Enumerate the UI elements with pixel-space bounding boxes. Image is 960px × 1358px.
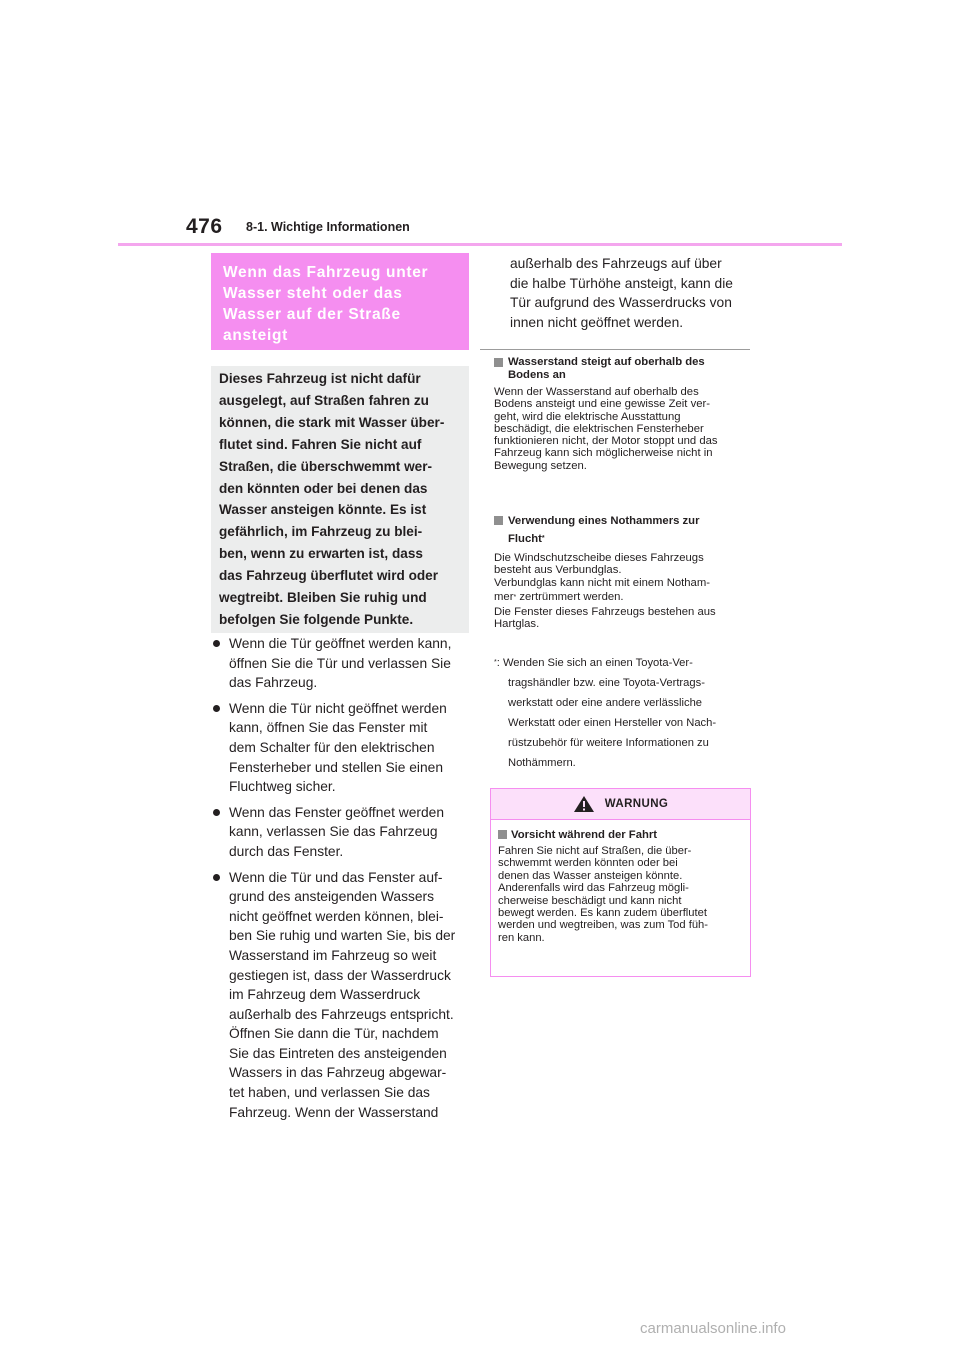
list-item [211, 699, 473, 797]
body-word: zertrümmert werden. [516, 590, 624, 603]
warning-title-text: Vorsicht während der Fahrt [511, 829, 658, 841]
body-line: Die Windschutzscheibe dieses Fahrzeugs [494, 552, 704, 564]
bullet-list [211, 634, 473, 1128]
bullet-line: im Fahrzeug dem Wasserdruck [229, 987, 421, 1003]
list-item [211, 868, 473, 1123]
intro-line: Wasser ansteigen könnte. Es ist [219, 502, 427, 518]
body-line: Verbundglas kann nicht mit einem Notham- [494, 576, 711, 589]
bullet-line: Fensterheber und stellen Sie einen [229, 759, 443, 775]
bullet-icon [213, 640, 220, 647]
warning-line: denen das Wasser ansteigen könnte. [498, 869, 683, 882]
footnote-line: rüstzubehör für weitere Informationen zu [508, 737, 709, 749]
bullet-line: ben Sie ruhig und warten Sie, bis der [229, 928, 456, 944]
water-level-section [494, 356, 754, 472]
intro-line: befolgen Sie folgende Punkte. [219, 611, 414, 627]
header-divider [118, 243, 842, 246]
bullet-line: Fluchtweg sicher. [229, 779, 336, 795]
intro-box [211, 366, 469, 633]
footnote-line: werkstatt oder eine andere verlässliche [508, 697, 703, 709]
bullet-line: öffnen Sie die Tür und verlassen Sie [229, 655, 451, 671]
emergency-hammer-section [494, 512, 754, 630]
bullet-icon [213, 874, 220, 881]
warning-line: Fahren Sie nicht auf Straßen, die über- [498, 845, 692, 857]
bullet-line: das Fahrzeug. [229, 675, 318, 691]
warning-line: bewegt werden. Es kann zudem überflutet [498, 907, 707, 920]
page-number: 476 [186, 215, 223, 238]
chapter-title: 8-1. Wichtige Informationen [246, 220, 410, 234]
warning-icon [573, 795, 595, 813]
square-bullet-icon [494, 358, 503, 367]
heading-line [508, 530, 754, 548]
bullet-line: kann, verlassen Sie das Fahrzeug [229, 824, 438, 840]
subsection-heading [494, 512, 754, 548]
intro-line: Straßen, die überschwemmt wer- [219, 458, 433, 474]
warning-text [498, 845, 746, 944]
continued-line: außerhalb des Fahrzeugs auf über [510, 256, 722, 271]
continued-line: die halbe Türhöhe ansteigt, kann die [510, 275, 733, 291]
footnote-line: tragshändler bzw. eine Toyota-Vertrags- [508, 677, 705, 689]
bullet-icon [213, 809, 220, 816]
bullet-line: Sie das Eintreten des ansteigenden [229, 1045, 447, 1061]
intro-line: wegtreibt. Bleiben Sie ruhig und [219, 590, 427, 606]
section-title-line: Wasser auf der Straße [223, 306, 401, 323]
section-title-line: Wasser steht oder das [223, 285, 403, 302]
warning-line: cherweise beschädigt und kann nicht [498, 894, 682, 907]
bullet-line: nicht geöffnet werden können, blei- [229, 908, 444, 924]
footnote-marker: * [541, 535, 545, 542]
continued-line: Tür aufgrund des Wasserdrucks von [510, 295, 732, 311]
footnote-text: : Wenden Sie sich an einen Toyota-Ver- [496, 657, 693, 669]
bullet-line: Wenn die Tür nicht geöffnet werden [229, 700, 447, 716]
warning-line: schwemmt werden könnten oder bei [498, 857, 678, 870]
bullet-line: tet haben, und verlassen Sie das [229, 1085, 430, 1101]
warning-header [491, 789, 750, 820]
continued-text [510, 254, 755, 332]
continued-line: innen nicht geöffnet werden. [510, 314, 684, 330]
intro-line: ausgelegt, auf Straßen fahren zu [219, 392, 429, 408]
bullet-line: Öffnen Sie dann die Tür, nachdem [229, 1026, 439, 1042]
body-line: Wenn der Wasserstand auf oberhalb des [494, 386, 699, 398]
bullet-line: kann, öffnen Sie das Fenster mit [229, 720, 428, 736]
warning-title [498, 828, 746, 842]
footnote-line: Nothämmern. [508, 757, 576, 769]
bullet-line: Wasserstand im Fahrzeug so weit [229, 947, 437, 963]
intro-line: den könnten oder bei denen das [219, 480, 428, 496]
bullet-line: Fahrzeug. Wenn der Wasserstand [229, 1104, 439, 1120]
body-line: beschädigt, die elektrischen Fensterheber [494, 422, 704, 435]
heading-line: Wasserstand steigt auf oberhalb des [508, 356, 705, 368]
intro-line: können, die stark mit Wasser über- [219, 414, 445, 430]
bullet-line: Wenn das Fenster geöffnet werden [229, 804, 445, 820]
warning-box [490, 788, 751, 977]
watermark: carmanualsonline.info [640, 1320, 786, 1337]
list-item [211, 634, 473, 693]
warning-label: WARNUNG [604, 798, 669, 810]
heading-line: Verwendung eines Nothammers zur [508, 515, 700, 527]
body-line: Fahrzeug kann sich möglicherweise nicht in [494, 447, 713, 460]
body-word: mer [494, 590, 514, 603]
body-line: funktionieren nicht, der Motor stoppt und das [494, 435, 718, 448]
body-line: Bewegung setzen. [494, 459, 587, 472]
bullet-line: Wenn die Tür geöffnet werden kann, [229, 636, 452, 651]
bullet-line: grund des ansteigenden Wassers [229, 889, 435, 905]
body-line: besteht aus Verbundglas. [494, 564, 622, 577]
warning-line: werden und wegtreiben, was zum Tod füh- [498, 919, 708, 932]
intro-line: ben, wenn zu erwarten ist, dass [219, 546, 423, 562]
heading-word: Flucht [508, 533, 542, 545]
intro-line: flutet sind. Fahren Sie nicht auf [219, 436, 422, 452]
intro-line: Dieses Fahrzeug ist nicht dafür [219, 371, 421, 386]
warning-body [491, 820, 750, 944]
bullet-icon [213, 705, 220, 712]
column-divider [480, 349, 750, 350]
subsection-body [494, 552, 754, 630]
section-title-box [211, 253, 469, 350]
bullet-line: durch das Fenster. [229, 843, 344, 859]
body-line: geht, wird die elektrische Ausstattung [494, 410, 681, 423]
footnote-line: Werkstatt oder einen Hersteller von Nach- [508, 717, 717, 729]
body-line: Bodens ansteigt und eine gewisse Zeit ver- [494, 398, 711, 411]
list-item [211, 803, 473, 862]
heading-line: Bodens an [508, 369, 566, 381]
intro-line: gefährlich, im Fahrzeug zu blei- [219, 524, 423, 540]
square-bullet-icon [494, 516, 503, 525]
footnote-marker: * [494, 659, 497, 666]
subsection-body [494, 386, 754, 472]
section-title-line: ansteigt [223, 327, 289, 344]
bullet-line: Wassers in das Fahrzeug abgewar- [229, 1065, 447, 1081]
section-title-line: Wenn das Fahrzeug unter [223, 264, 429, 281]
footnote-marker: * [513, 593, 517, 601]
body-line [494, 589, 754, 606]
body-line: Die Fenster dieses Fahrzeugs bestehen aus [494, 605, 716, 618]
bullet-line: dem Schalter für den elektrischen [229, 739, 435, 755]
square-bullet-icon [498, 830, 507, 839]
body-line: Hartglas. [494, 618, 540, 631]
bullet-line: außerhalb des Fahrzeugs entspricht. [229, 1006, 454, 1022]
warning-line: ren kann. [498, 931, 545, 944]
subsection-heading [494, 356, 754, 382]
bullet-line: gestiegen ist, dass der Wasserdruck [229, 967, 451, 983]
warning-line: Anderenfalls wird das Fahrzeug mögli- [498, 882, 689, 895]
bullet-line: Wenn die Tür und das Fenster auf- [229, 869, 443, 885]
footnote [494, 653, 754, 773]
footnote-line [494, 653, 754, 673]
intro-line: das Fahrzeug überflutet wird oder [219, 568, 439, 584]
